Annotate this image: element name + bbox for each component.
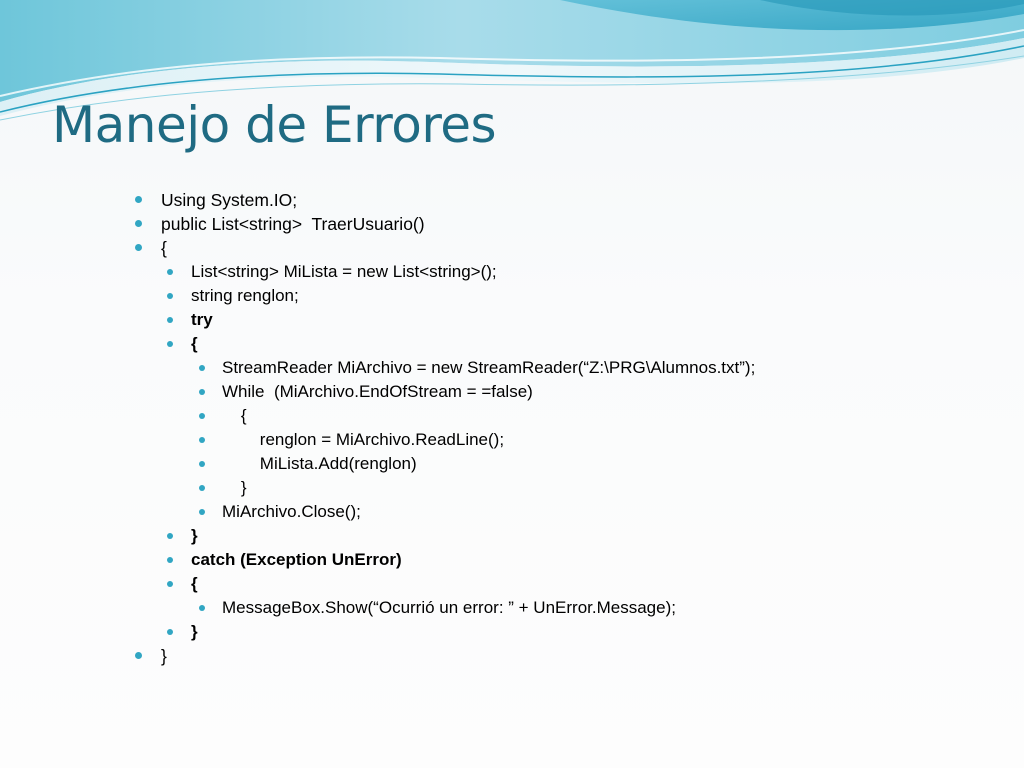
bullet-line [0,644,1024,668]
bullet-dot-icon [199,461,205,467]
bullet-text: renglon = MiArchivo.ReadLine(); [222,430,505,449]
bullet-line [0,404,1024,428]
bullet-dot-icon [199,437,205,443]
bullet-line [0,236,1024,260]
bullet-dot-icon [167,533,173,539]
bullet-line [0,212,1024,236]
bullet-dot-icon [167,557,173,563]
bullet-text: try [191,310,213,329]
bullet-text: MessageBox.Show(“Ocurrió un error: ” + UnError.Message); [222,598,676,617]
bullet-text: public List<string> TraerUsuario() [161,214,425,234]
bullet-dot-icon [199,485,205,491]
bullet-dot-icon [199,509,205,515]
bullet-dot-icon [135,244,142,251]
bullet-line [0,260,1024,284]
bullet-dot-icon [167,341,173,347]
bullet-line [0,596,1024,620]
bullet-line [0,332,1024,356]
bullet-dot-icon [199,389,205,395]
bullet-dot-icon [167,317,173,323]
bullet-text: { [161,238,167,258]
bullet-text: { [222,406,247,425]
bullet-dot-icon [199,605,205,611]
bullet-text: } [161,646,167,666]
bullet-line [0,620,1024,644]
bullet-text: } [222,478,247,497]
bullet-dot-icon [167,293,173,299]
bullet-dot-icon [135,196,142,203]
bullet-text: string renglon; [191,286,299,305]
bullet-text: MiLista.Add(renglon) [222,454,417,473]
bullet-line [0,476,1024,500]
bullet-line [0,548,1024,572]
bullet-dot-icon [167,629,173,635]
bullet-dot-icon [135,220,142,227]
bullet-dot-icon [135,652,142,659]
bullet-line [0,452,1024,476]
bullet-line [0,500,1024,524]
bullet-dot-icon [199,413,205,419]
bullet-line [0,284,1024,308]
bullet-line [0,356,1024,380]
bullet-line [0,188,1024,212]
bullet-text: Using System.IO; [161,190,298,210]
bullet-line [0,524,1024,548]
bullet-line [0,572,1024,596]
bullet-text: While (MiArchivo.EndOfStream = =false) [222,382,533,401]
bullet-line [0,380,1024,404]
code-bullet-list [0,188,1024,668]
bullet-text: } [191,622,198,641]
bullet-line [0,428,1024,452]
bullet-line [0,308,1024,332]
bullet-text: { [191,334,198,353]
bullet-text: List<string> MiLista = new List<string>(); [191,262,497,281]
bullet-dot-icon [167,581,173,587]
slide-title: Manejo de Errores [52,96,497,154]
bullet-dot-icon [199,365,205,371]
bullet-dot-icon [167,269,173,275]
bullet-text: StreamReader MiArchivo = new StreamReader(“Z:\PRG\Alumnos.txt”); [222,358,756,377]
bullet-text: MiArchivo.Close(); [222,502,361,521]
bullet-text: catch (Exception UnError) [191,550,402,569]
bullet-text: { [191,574,198,593]
bullet-text: } [191,526,198,545]
